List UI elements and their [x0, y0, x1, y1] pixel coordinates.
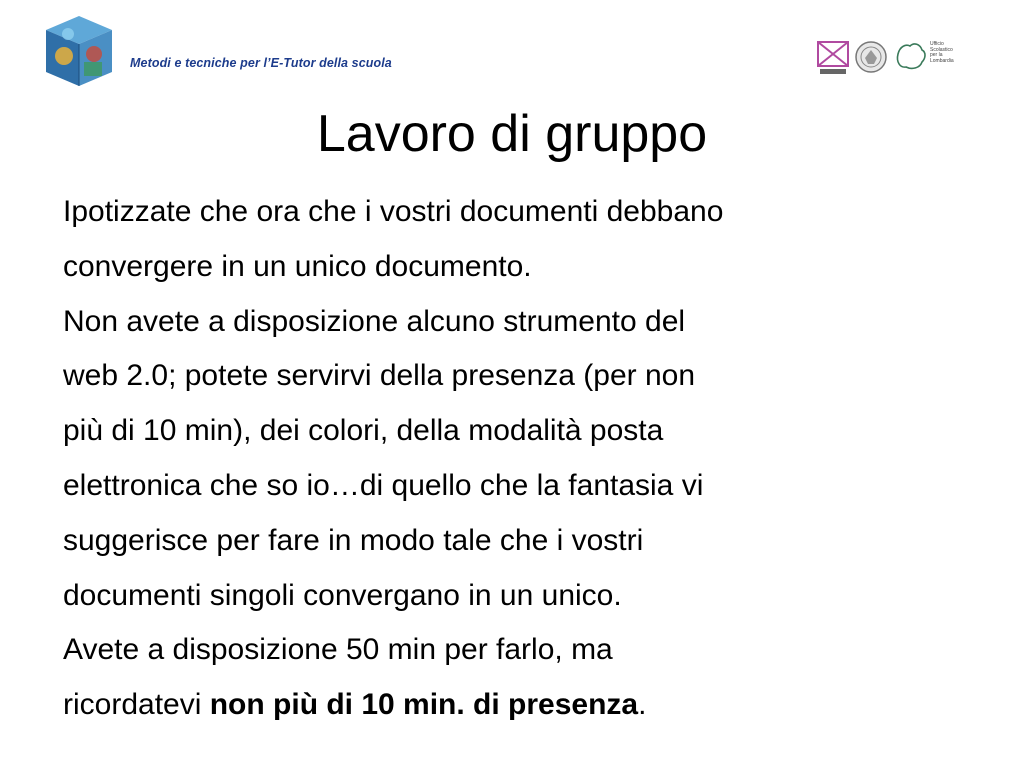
- seal-logo-icon: [854, 40, 888, 79]
- lombardia-map-icon: [894, 40, 928, 77]
- header-subtitle: Metodi e tecniche per l’E-Tutor della scuola: [130, 56, 392, 70]
- body-line: suggerisce per fare in modo tale che i vostri: [63, 523, 644, 557]
- body-line-last: [63, 678, 983, 733]
- body-line: convergere in un unico documento.: [63, 249, 532, 283]
- body-line: elettronica che so io…di quello che la fantasia vi: [63, 468, 704, 502]
- body-line: più di 10 min), dei colori, della modalità posta: [63, 414, 664, 448]
- body-line-prefix: ricordatevi: [63, 688, 210, 722]
- body-line: Non avete a disposizione alcuno strumento del: [63, 304, 686, 338]
- logo-caption: Ufficio Scolastico per la Lombardia: [930, 41, 954, 64]
- body-line-suffix: .: [638, 688, 647, 722]
- emphasis-text: non più di 10 min. di presenza: [209, 688, 639, 722]
- slide-body: [63, 185, 983, 733]
- body-line: Ipotizzate che ora che i vostri documenti debbano: [63, 195, 724, 228]
- body-line: web 2.0; potete servirvi della presenza (per non: [63, 359, 696, 393]
- body-line: Avete a disposizione 50 min per farlo, ma: [63, 633, 613, 667]
- cube-logo-icon: [44, 14, 114, 88]
- indire-logo-icon: [816, 40, 850, 81]
- partner-logos: [814, 38, 974, 80]
- slide-title: Lavoro di gruppo: [316, 105, 708, 163]
- body-line: documenti singoli convergano in un unico.: [63, 578, 622, 612]
- slide-header: [0, 0, 1024, 100]
